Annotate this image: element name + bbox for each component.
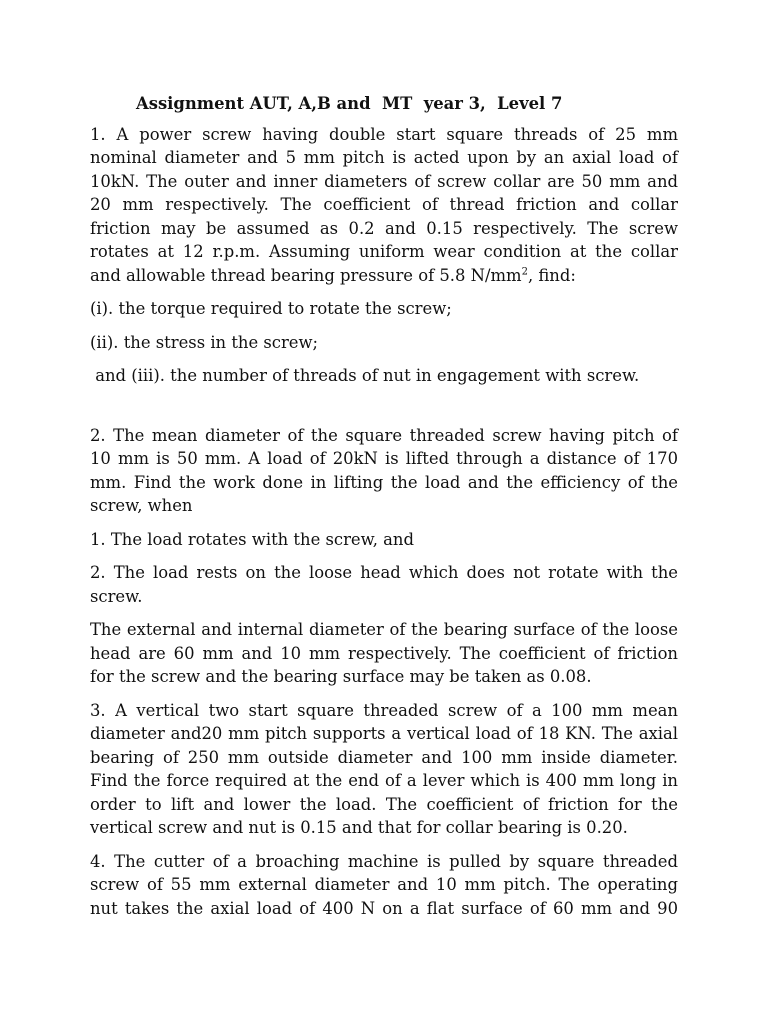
q2-line-1: 2. The mean diameter of the square threaded screw having pitch of [90, 425, 678, 445]
q1-line-3: 10kN. The outer and inner diameters of screw collar are 50 mm and [90, 171, 678, 191]
q1-sub-ii: (ii). the stress in the screw; [90, 332, 319, 352]
q2-extra-line-3: for the screw and the bearing surface may be taken as 0.08. [90, 667, 592, 686]
q1-line-5: friction may be assumed as 0.2 and 0.15 respectively. The screw [90, 218, 678, 238]
q4-line-1: 4. The cutter of a broaching machine is pulled by square threaded [90, 851, 678, 871]
q1-line-1: 1. A power screw having double start square threads of 25 mm [90, 124, 678, 144]
document-title: Assignment AUT, A,B and MT year 3, Level 7 [136, 94, 563, 113]
q1-line-6: rotates at 12 r.p.m. Assuming uniform wear condition at the collar [90, 242, 678, 261]
q2-bearing-info [90, 618, 678, 689]
q1-line-4: 20 mm respectively. The coefficient of thread friction and collar [90, 195, 678, 214]
q2-case-1: 1. The load rotates with the screw, and [90, 529, 414, 549]
q2-extra-line-1: The external and internal diameter of the bearing surface of the loose [90, 620, 678, 639]
paragraph-gap [90, 398, 678, 424]
q2-case-2 [90, 561, 678, 608]
q1-sub-iii: and (iii). the number of threads of nut in engagement with screw. [90, 366, 640, 385]
question-2 [90, 424, 678, 518]
q1-sub-i: (i). the torque required to rotate the screw; [90, 299, 452, 318]
q3-line-5: order to lift and lower the load. The coefficient of friction for the [90, 794, 678, 814]
q2-line-4: screw, when [90, 496, 193, 515]
q1-line-7-end: , find: [527, 265, 576, 285]
question-1 [90, 123, 678, 288]
q1-line-2: nominal diameter and 5 mm pitch is acted upon by an axial load of [90, 148, 678, 167]
q3-line-4: Find the force required at the end of a lever which is 400 mm long in [90, 771, 678, 790]
q2-case-2-line-2: screw. [90, 586, 143, 606]
q2-line-2: 10 mm is 50 mm. A load of 20kN is lifted through a distance of 170 [90, 449, 678, 468]
q4-line-2: screw of 55 mm external diameter and 10 mm pitch. The operating [90, 875, 678, 894]
q1-line-7-text: and allowable thread bearing pressure of 5.8 N/mm [90, 265, 522, 285]
question-3 [90, 699, 678, 840]
q3-line-2: diameter and20 mm pitch supports a vertical load of 18 KN. The axial [90, 724, 678, 743]
q2-extra-line-2: head are 60 mm and 10 mm respectively. The coefficient of friction [90, 643, 678, 663]
question-4 [90, 850, 678, 921]
q3-line-1: 3. A vertical two start square threaded screw of a 100 mm mean [90, 700, 678, 720]
q3-line-6: vertical screw and nut is 0.15 and that for collar bearing is 0.20. [90, 818, 628, 837]
superscript: 2 [521, 266, 528, 278]
document-page [90, 92, 678, 930]
q2-case-2-line-1: 2. The load rests on the loose head which does not rotate with the [90, 563, 678, 582]
q3-line-3: bearing of 250 mm outside diameter and 100 mm inside diameter. [90, 747, 678, 767]
q1-line-7 [90, 264, 678, 288]
q4-line-3: nut takes the axial load of 400 N on a flat surface of 60 mm and 90 [90, 898, 678, 918]
q2-line-3: mm. Find the work done in lifting the load and the efficiency of the [90, 472, 678, 492]
